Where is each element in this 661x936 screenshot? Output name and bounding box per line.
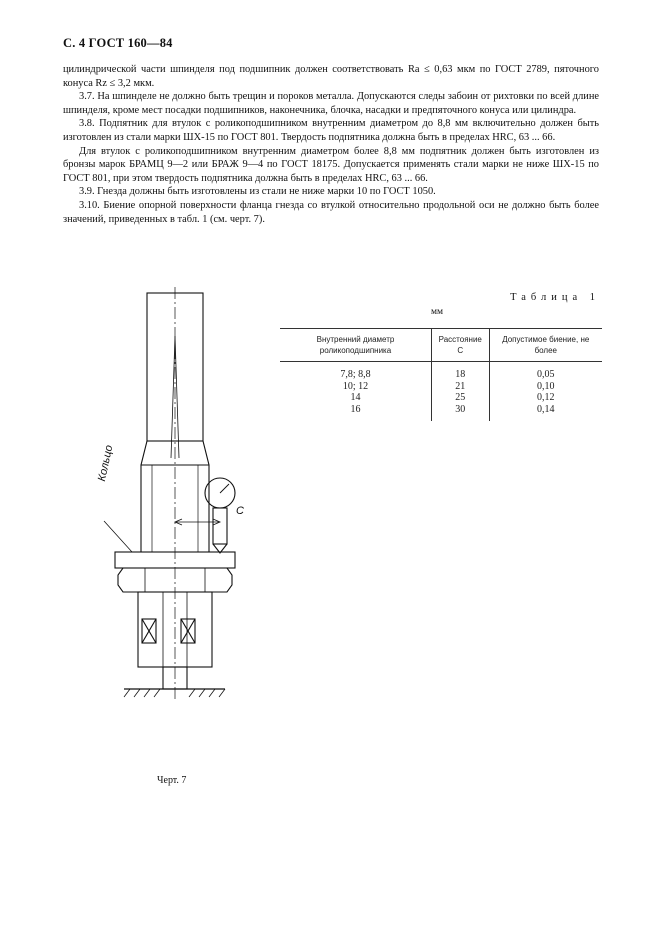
figure-caption: Черт. 7 bbox=[157, 775, 187, 786]
table-header-cell: Внутренний диаметр роликоподшипника bbox=[280, 329, 431, 362]
table-cell: 30 bbox=[431, 404, 489, 422]
distance-label: C bbox=[236, 505, 244, 517]
table-cell: 10; 12 bbox=[342, 380, 369, 392]
paragraph: 3.8. Подпятник для втулок с роликоподшипником внутренним диаметром до 8,8 мм включительно должен быть изготовлен из стали марки ШХ-15 по ГОСТ 801. Твердость подпятника должна быть в пределах HRC, 63 ... 66. bbox=[63, 118, 599, 143]
table-cell: 25 bbox=[431, 392, 489, 404]
table-cell: 21 bbox=[431, 381, 489, 393]
cone-left bbox=[141, 441, 147, 552]
paragraph: 3.9. Гнезда должны быть изготовлены из стали не ниже марки 10 по ГОСТ 1050. bbox=[79, 186, 436, 198]
table-cell: 14 bbox=[350, 392, 361, 403]
cone-right bbox=[203, 441, 209, 552]
table-header-cell: Расстояние C bbox=[431, 329, 489, 362]
ring-label: Кольцо bbox=[96, 444, 116, 483]
paragraph: 3.10. Биение опорной поверхности фланца гнезда со втулкой относительно продольной оси не должно быть более значений, приведенных в табл. 1 (см. черт. 7). bbox=[63, 199, 599, 225]
table-header-cell: Допустимое биение, не более bbox=[489, 329, 602, 362]
ring-leader bbox=[104, 521, 132, 552]
ground-hatch bbox=[124, 689, 225, 697]
table-cell: 0,05 bbox=[489, 362, 602, 381]
page-header: С. 4 ГОСТ 160—84 bbox=[63, 36, 173, 50]
table-cell: 0,12 bbox=[489, 392, 602, 404]
table-cell: 16 bbox=[350, 403, 361, 415]
table-cell: 7,8; 8,8 bbox=[340, 369, 371, 380]
indicator-stem bbox=[213, 508, 227, 544]
paragraph: Для втулок с роликоподшипником внутренним диаметром более 8,8 мм подпятник должен быть изготовлен из бронзы марок БРАМЦ 9—2 или БРАЖ 9—4 по ГОСТ 18175. Допускается применять стали марки не ниже ШХ-15 по ГОСТ 801, при этом твердость подпятника должна быть в пределах HRC, 63 ... 66. bbox=[63, 145, 599, 184]
table-caption: Таблица 1 bbox=[510, 292, 600, 303]
paragraph: 3.7. На шпинделе не должно быть трещин и пороков металла. Допускаются следы забоин от рихтовки по всей длине шпинделя, кроме мест посадки подшипников, наконечника, блочка, насадки и предпяточного конуса или цилиндра. bbox=[63, 91, 599, 116]
table-cell: 18 bbox=[431, 362, 489, 381]
table-cell: 0,14 bbox=[489, 404, 602, 422]
dial-needle bbox=[220, 484, 229, 493]
table-cell: 0,10 bbox=[489, 381, 602, 393]
paragraph: цилиндрической части шпинделя под подшипник должен соответствовать Ra ≤ 0,63 мкм по ГОСТ 2789, пяточного конуса Rz ≤ 3,2 мкм. bbox=[63, 64, 599, 89]
table-unit: мм bbox=[431, 307, 444, 317]
